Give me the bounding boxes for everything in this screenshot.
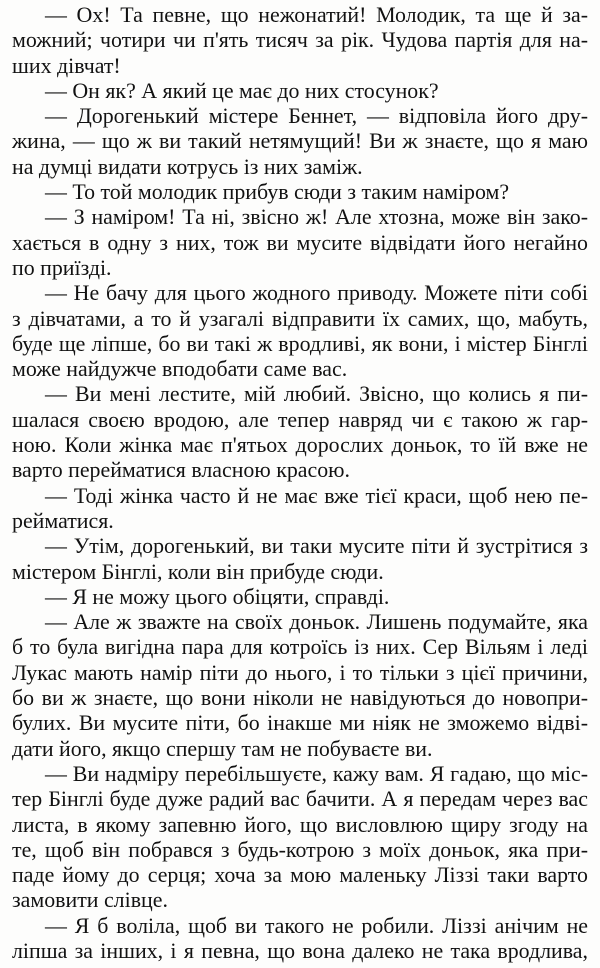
- text-line: бо ви ж знаєте, що вони ніколи не навідуються до новопри-: [12, 685, 588, 711]
- page-text-column: [12, 2, 588, 963]
- text-line: — Он як? А який це має до них стосунок?: [45, 77, 439, 103]
- text-line: ших дівчат!: [12, 52, 121, 78]
- text-line: шалася своєю вродою, але тепер навряд чи є такою ж гар-: [12, 406, 588, 432]
- text-line: — Утім, дорогенький, ви таки мусите піти й зустрітися з: [45, 533, 588, 559]
- text-line: варто перейматися власною красою.: [12, 457, 350, 483]
- text-line: — То той молодик прибув сюди з таким наміром?: [45, 179, 510, 205]
- text-line: рейматися.: [12, 507, 114, 533]
- text-line: паде йому до серця; хоча за мою маленьку Ліззі таки варто: [12, 862, 588, 888]
- text-line: можний; чотири чи п'ять тисяч за рік. Чудова партія для на-: [12, 27, 588, 53]
- text-line: — Не бачу для цього жодного приводу. Можете піти собі: [45, 280, 588, 306]
- text-line: буде ще ліпше, бо ви такі ж вродливі, як вони, і містер Бінглі: [12, 330, 588, 356]
- text-line: містером Бінглі, коли він прибуде сюди.: [12, 558, 384, 584]
- text-line: замовити слівце.: [12, 887, 168, 913]
- text-line: ліпша за інших, і я певна, що вона далеко не така вродлива,: [12, 937, 588, 963]
- text-line: по приїзді.: [12, 254, 112, 280]
- text-line: листа, в якому запевню його, що висловлюю щиру згоду на: [12, 811, 588, 837]
- text-line: тер Бінглі буде дуже радий вас бачити. А я передам через вас: [12, 786, 588, 812]
- text-line: б то була вигідна пара для котроїсь із них. Сер Вільям і леді: [12, 634, 588, 660]
- text-line: — Але ж зважте на своїх доньок. Лишень подумайте, яка: [45, 609, 588, 635]
- text-line: на думці видати котрусь із них заміж.: [12, 153, 363, 179]
- text-line: — Я не можу цього обіцяти, справді.: [45, 583, 390, 609]
- text-line: хається в одну з них, тож ви мусите відвідати його негайно: [12, 229, 588, 255]
- text-line: дати його, якщо спершу там не побуваєте ви.: [12, 735, 433, 761]
- text-line: те, щоб він побрався з будь-котрою з моїх доньок, яка при-: [12, 836, 588, 862]
- text-line: — Ох! Та певне, що нежонатий! Молодик, та ще й за-: [45, 2, 588, 27]
- text-line: — Я б воліла, щоб ви такого не робили. Ліззі анічим не: [45, 912, 588, 938]
- text-line: — Ви мені лестите, мій любий. Звісно, що колись я пи-: [45, 381, 588, 407]
- text-line: — Тоді жінка часто й не має вже тієї краси, щоб нею пе-: [45, 482, 588, 508]
- text-line: може найдужче вподобати саме вас.: [12, 356, 348, 382]
- text-line: Лукас мають намір піти до нього, і то тільки з цієї причини,: [12, 659, 588, 685]
- text-line: жина, — що ж ви такий нетямущий! Ви ж знаєте, що я маю: [12, 128, 588, 154]
- text-line: — З наміром! Та ні, звісно ж! Але хтозна, може він зако-: [45, 204, 588, 230]
- text-line: булих. Ви мусите піти, бо інакше ми ніяк не зможемо відві-: [12, 710, 588, 736]
- text-line: з дівчатами, а то й узагалі відправити їх самих, що, мабуть,: [12, 305, 588, 331]
- text-line: — Ви надміру перебільшуєте, кажу вам. Я гадаю, що міс-: [45, 760, 588, 786]
- text-line: ною. Коли жінка має п'ятьох дорослих доньок, то їй вже не: [12, 432, 588, 458]
- text-line: — Дорогенький містере Беннет, — відповіла його дру-: [45, 103, 588, 129]
